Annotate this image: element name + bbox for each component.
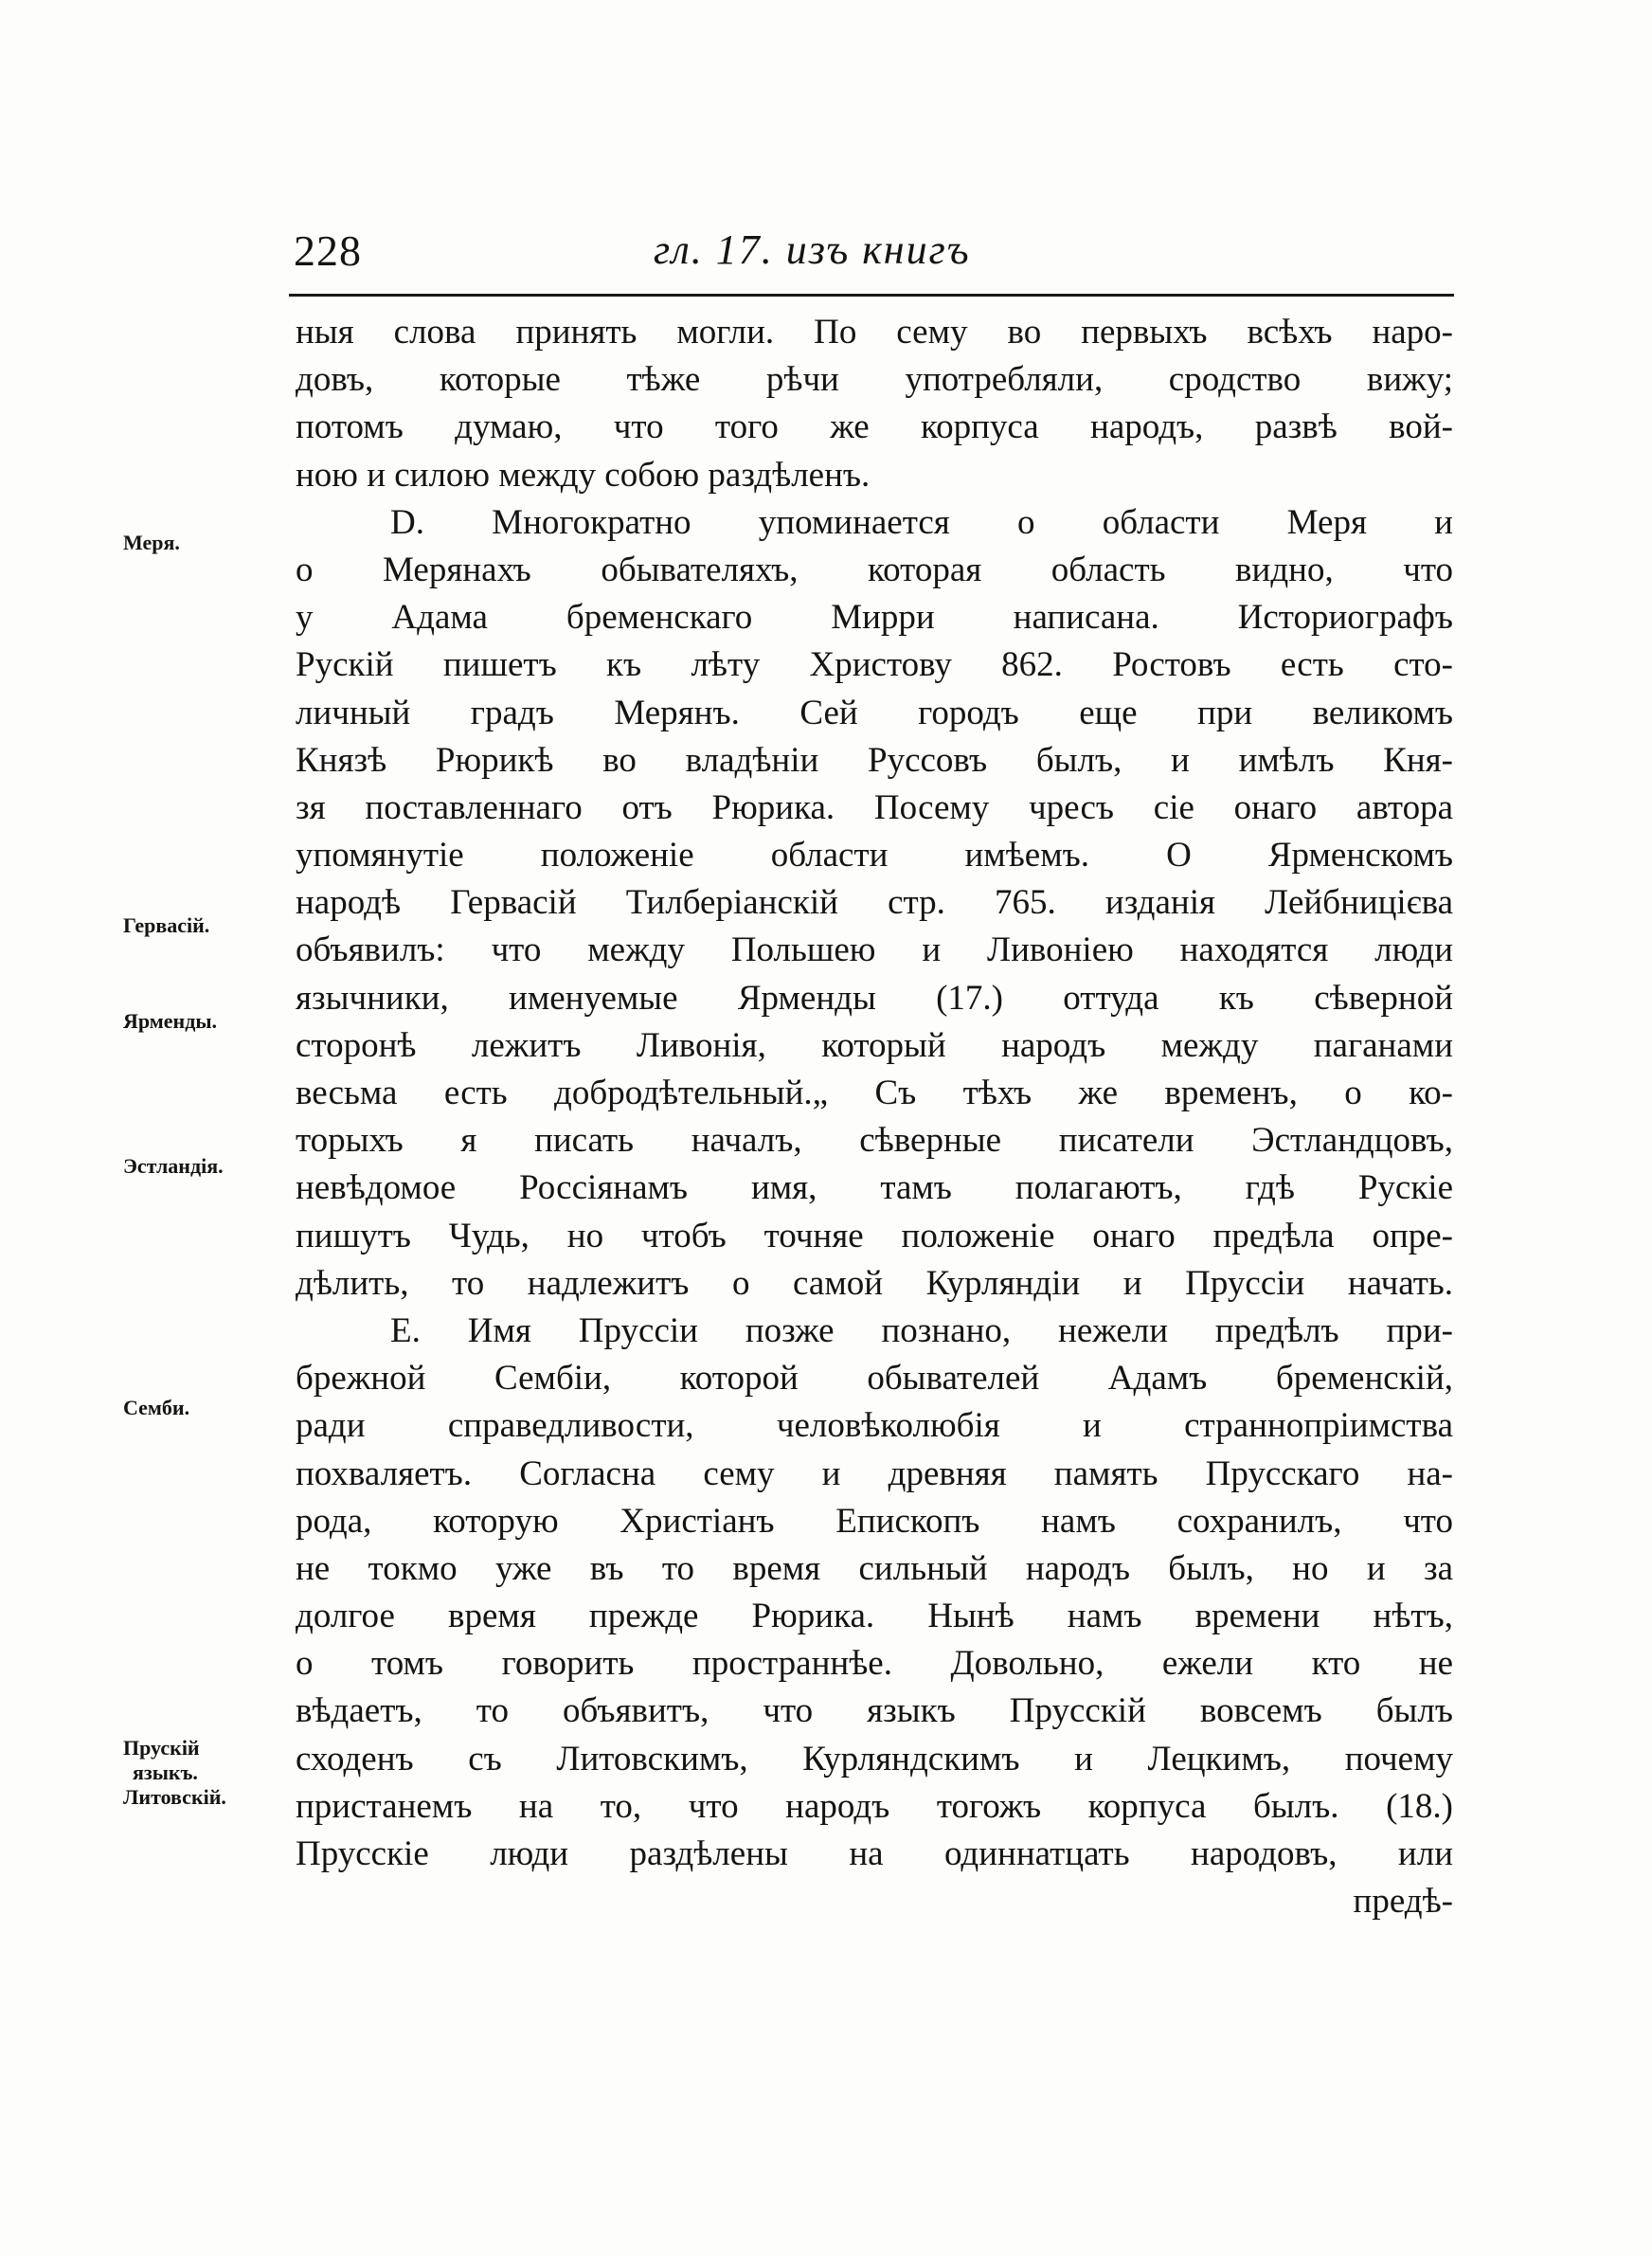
text-line: зя поставленнаго отъ Рюрика. Посему чресъ сіе онаго автора — [296, 787, 1453, 827]
text-line: довъ, которые тѣже рѣчи употребляли, сродство вижу; — [296, 360, 1453, 400]
text-line: народѣ Гервасій Тилберіанскій стр. 765. изданія Лейбницієва — [296, 883, 1453, 923]
text-line: не токмо уже въ то время сильный народъ былъ, но и за — [296, 1548, 1453, 1588]
text-line: пристанемъ на то, что народъ тогожъ корпуса былъ. (18.) — [296, 1786, 1453, 1826]
text-line: потомъ думаю, что того же корпуса народъ, развѣ вой- — [296, 407, 1453, 447]
text-line: у Адама бременскаго Мирри написана. Историографъ — [296, 598, 1453, 638]
running-head: гл. 17. изъ книгъ — [654, 226, 971, 273]
text-line: о томъ говорить пространнѣе. Довольно, ежели кто не — [296, 1644, 1453, 1684]
text-line: Рускій пишетъ къ лѣту Христову 862. Ростовъ есть сто- — [296, 645, 1453, 685]
margin-note-prussian-language — [123, 1736, 284, 1810]
text-line: о Мерянахъ обывателяхъ, которая область видно, что — [296, 550, 1453, 589]
text-line: Прусскіе люди раздѣлены на одиннатцать народовъ, или — [296, 1834, 1453, 1873]
body-text — [296, 309, 1453, 1925]
text-line: ради справедливости, человѣколюбія и страннопріимства — [296, 1406, 1453, 1446]
text-line: вѣдаетъ, то объявитъ, что языкъ Прусскій вовсемъ былъ — [296, 1691, 1453, 1731]
text-line: торыхъ я писать началъ, сѣверные писатели Эстландцовъ, — [296, 1121, 1453, 1161]
margin-note-gervasiy: Гервасій. — [123, 913, 210, 937]
text-line: брежной Сембіи, которой обывателей Адамъ бременскій, — [296, 1359, 1453, 1399]
text-line: пишутъ Чудь, но чтобъ точняе положеніе онаго предѣла опре- — [296, 1216, 1453, 1255]
text-line: долгое время прежде Рюрика. Нынѣ намъ времени нѣтъ, — [296, 1597, 1453, 1636]
text-line: упомянутіе положеніе области имѣемъ. О Ярменскомъ — [296, 836, 1453, 876]
text-line: дѣлить, то надлежитъ о самой Курляндіи и Пруссіи начать. — [296, 1263, 1453, 1303]
catchword: предѣ- — [1353, 1882, 1453, 1922]
text-line: личный градъ Мерянъ. Сей городъ еще при великомъ — [296, 693, 1453, 732]
text-line: E. Имя Пруссіи позже познано, нежели предѣлъ при- — [390, 1310, 1453, 1350]
margin-note-line: Прускій — [123, 1736, 200, 1760]
text-line: ныя слова принять могли. По сему во первыхъ всѣхъ наро- — [296, 313, 1453, 352]
text-line: весьма есть добродѣтельный.„ Съ тѣхъ же временъ, о ко- — [296, 1074, 1453, 1112]
text-line: сходенъ съ Литовскимъ, Курляндскимъ и Лецкимъ, почему — [296, 1739, 1453, 1779]
text-line: Князѣ Рюрикѣ во владѣніи Руссовъ былъ, и имѣлъ Кня- — [296, 740, 1453, 780]
text-line: объявилъ: что между Польшею и Ливоніею находятся люди — [296, 930, 1453, 970]
text-line: язычники, именуемые Ярменды (17.) оттуда къ сѣверной — [296, 978, 1453, 1018]
text-line: похваляетъ. Согласна сему и древняя память Прусскаго на- — [296, 1454, 1453, 1493]
margin-note-estlandiya: Эстландія. — [123, 1154, 224, 1178]
header-rule — [289, 294, 1454, 297]
margin-note-merya: Меря. — [123, 531, 180, 554]
margin-note-line: Литовскій. — [123, 1785, 226, 1809]
page-number: 228 — [294, 226, 362, 275]
margin-note-sembiya: Семби. — [123, 1396, 190, 1419]
margin-note-line: языкъ. — [133, 1760, 198, 1784]
text-line: сторонѣ лежитъ Ливонія, который народъ между паганами — [296, 1025, 1453, 1065]
margin-note-yarmendy: Ярменды. — [123, 1009, 218, 1033]
text-line: рода, которую Христіанъ Епископъ намъ сохранилъ, что — [296, 1501, 1453, 1541]
text-line: невѣдомое Россіянамъ имя, тамъ полагаютъ, гдѣ Рускіе — [296, 1168, 1453, 1208]
text-line: D. Многократно упоминается о области Меря и — [390, 502, 1453, 542]
page-header — [294, 226, 1454, 301]
text-line: ною и силою между собою раздѣленъ. — [296, 455, 871, 495]
